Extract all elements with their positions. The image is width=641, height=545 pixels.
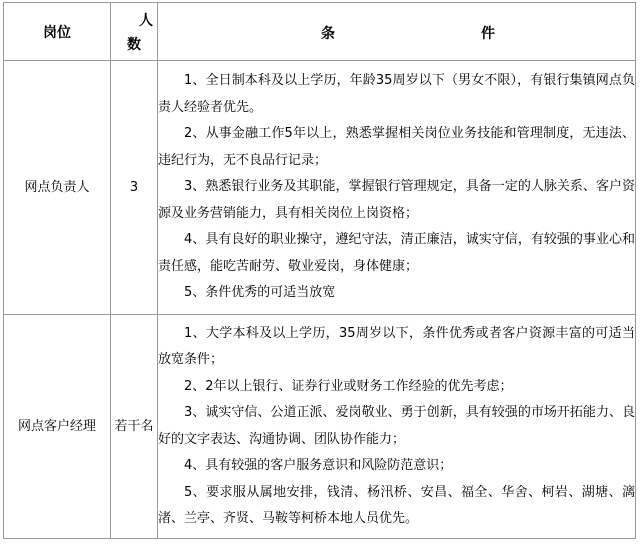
position-cell: 网点客户经理 [4,315,111,539]
table-row [4,315,636,539]
header-count-line1: 人 [139,13,153,29]
header-position: 岗位 [4,3,111,61]
condition-item: 2、2年以上银行、证券行业或财务工作经验的优先考虑； [184,378,513,394]
condition-item: 2、从事金融工作5年以上，熟悉掌握相关岗位业务技能和管理制度，无违法、违纪行为，无不良品行记录； [158,126,635,168]
table-row [4,61,636,315]
header-conditions-right: 件 [481,26,495,42]
count-cell: 若干名 [111,315,158,539]
count-cell: 3 [111,61,158,315]
header-row [4,3,636,61]
condition-item: 1、大学本科及以上学历，35周岁以下，条件优秀或者客户资源丰富的可适当放宽条件； [158,325,635,367]
header-count [111,3,158,61]
condition-item: 3、诚实守信、公道正派、爱岗敬业、勇于创新，具有较强的市场开拓能力、良好的文字表达、沟通协调、团队协作能力； [158,405,635,447]
condition-item: 4、具有较强的客户服务意识和风险防范意识； [184,458,453,473]
job-requirements-table [3,2,636,539]
header-count-line2: 数 [127,37,141,53]
conditions-cell [158,315,636,539]
header-conditions-left: 条 [321,26,335,42]
condition-item: 3、熟悉银行业务及其职能，掌握银行管理规定，具备一定的人脉关系、客户资源及业务营销能力，具有相关岗位上岗资格； [158,179,635,221]
condition-item: 1、全日制本科及以上学历，年龄35周岁以下（男女不限），有银行集镇网点负责人经验者优先。 [158,73,635,115]
condition-item: 5、要求服从属地安排，钱清、杨汛桥、安昌、福全、华舍、柯岩、湖塘、漓渚、兰亭、齐贤、马鞍等柯桥本地人员优先。 [158,484,635,526]
condition-item: 4、具有良好的职业操守，遵纪守法，清正廉洁，诚实守信，有较强的事业心和责任感，能吃苦耐劳、敬业爱岗，身体健康； [158,232,635,274]
condition-item: 5、条件优秀的可适当放宽 [184,285,336,301]
position-cell: 网点负责人 [4,61,111,315]
conditions-cell [158,61,636,315]
header-conditions [158,3,636,61]
